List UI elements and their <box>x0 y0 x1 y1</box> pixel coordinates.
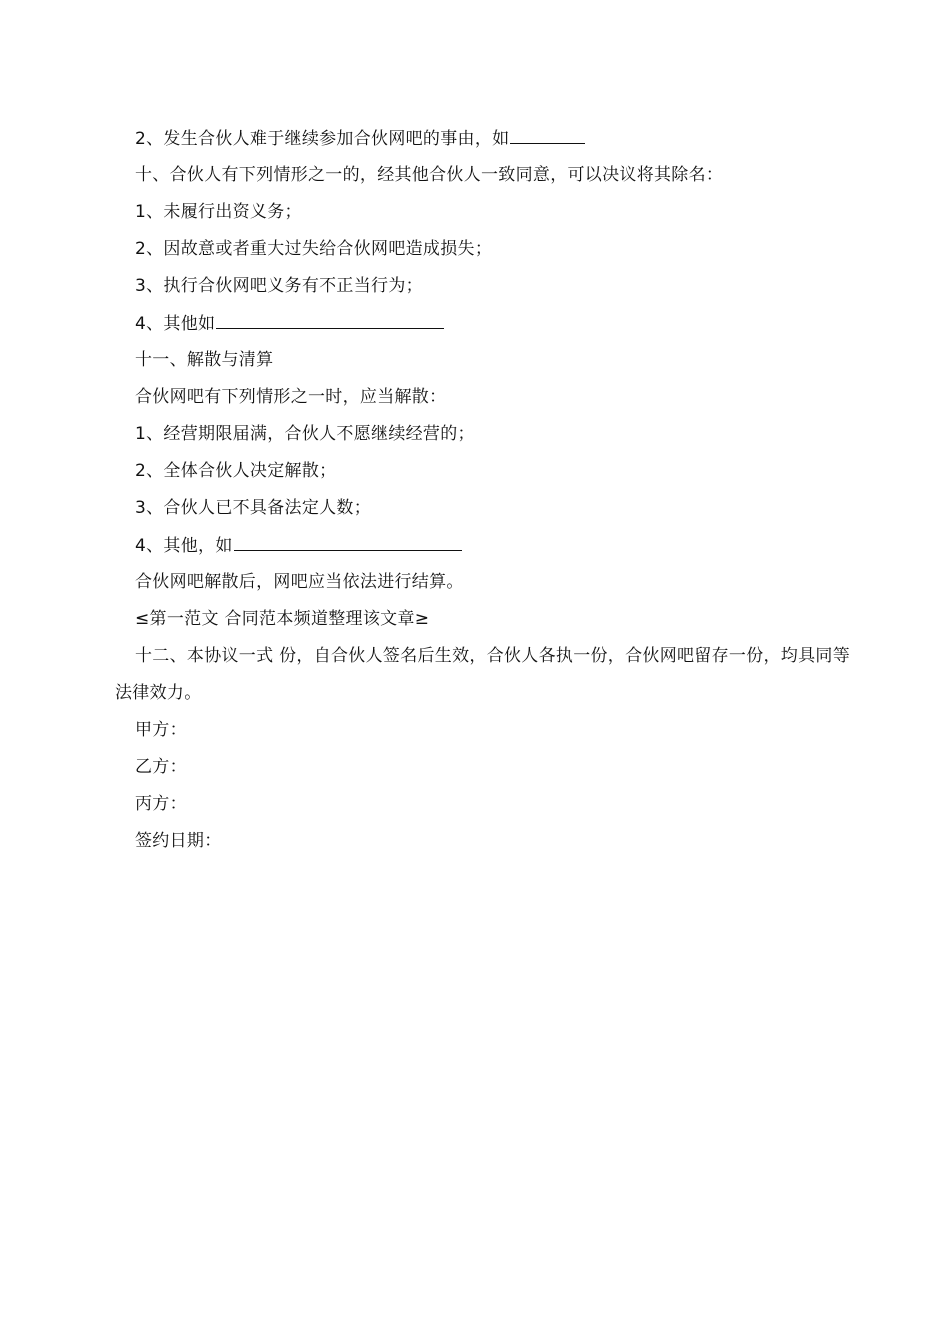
clause-text: 4、其他如 <box>135 314 216 334</box>
section-ten-heading: 十、合伙人有下列情形之一的，经其他合伙人一致同意，可以决议将其除名： <box>135 165 724 185</box>
clause-item-line <box>135 312 444 335</box>
clause-item-line: 2、全体合伙人决定解散； <box>135 461 337 481</box>
clause-item-line <box>135 127 585 150</box>
source-note: ≤第一范文 合同范本频道整理该文章≥ <box>135 609 430 629</box>
section-eleven-heading: 十一、解散与清算 <box>135 350 274 370</box>
clause-item-line: 1、未履行出资义务； <box>135 202 302 222</box>
fill-in-blank <box>510 127 585 144</box>
clause-item-line: 1、经营期限届满，合伙人不愿继续经营的； <box>135 424 475 444</box>
clause-text: 2、发生合伙人难于继续参加合伙网吧的事由，如 <box>135 129 510 149</box>
signature-party-c: 丙方： <box>135 794 187 814</box>
clause-item-line <box>135 534 462 557</box>
paragraph: 合伙网吧有下列情形之一时，应当解散： <box>135 387 447 407</box>
clause-item-line: 3、执行合伙网吧义务有不正当行为； <box>135 276 423 296</box>
fill-in-blank <box>234 534 462 551</box>
signature-party-b: 乙方： <box>135 757 187 777</box>
clause-item-line: 3、合伙人已不具备法定人数； <box>135 498 372 518</box>
signature-party-a: 甲方： <box>135 720 187 740</box>
fill-in-blank <box>216 312 444 329</box>
signing-date: 签约日期： <box>135 831 222 851</box>
clause-text: 4、其他，如 <box>135 536 233 556</box>
section-twelve-paragraph: 十二、本协议一式 份，自合伙人签名后生效，合伙人各执一份，合伙网吧留存一份，均具同等法律效力。 <box>115 646 851 703</box>
paragraph: 合伙网吧解散后，网吧应当依法进行结算。 <box>135 572 464 592</box>
clause-item-line: 2、因故意或者重大过失给合伙网吧造成损失； <box>135 239 493 259</box>
